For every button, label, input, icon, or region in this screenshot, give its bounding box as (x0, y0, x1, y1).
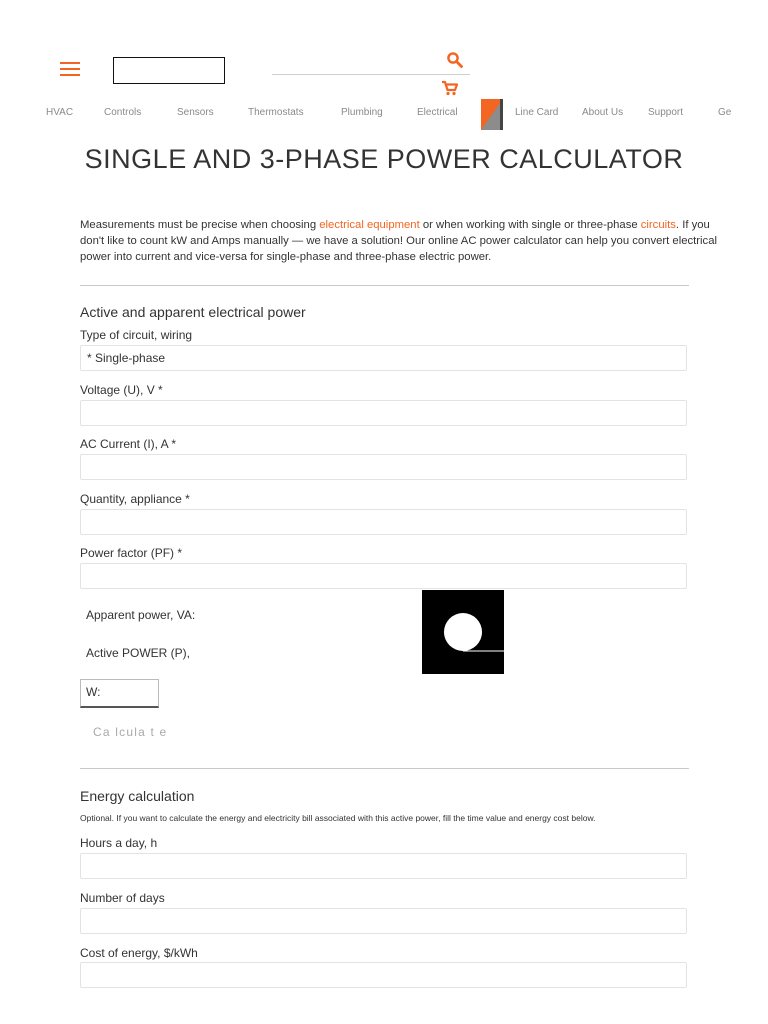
watts-label: W: (86, 685, 101, 699)
power-factor-input[interactable] (80, 563, 687, 589)
nav-item-thermostats[interactable]: Thermostats (248, 107, 304, 118)
current-input[interactable] (80, 454, 687, 480)
cart-icon[interactable] (441, 80, 459, 96)
voltage-label: Voltage (U), V * (80, 383, 163, 397)
nav-item-plumbing[interactable]: Plumbing (341, 107, 383, 118)
divider (80, 285, 689, 286)
nav-item-controls[interactable]: Controls (104, 107, 142, 118)
intro-paragraph (80, 217, 720, 265)
nav-item-sensors[interactable]: Sensors (177, 107, 214, 118)
power-section-title: Active and apparent electrical power (80, 304, 306, 320)
nav-item-hvac[interactable]: HVAC (46, 107, 74, 118)
nav-item-ge[interactable]: Ge (718, 107, 732, 118)
power-factor-label: Power factor (PF) * (80, 546, 183, 560)
nav-item-about-us[interactable]: About Us (582, 107, 624, 118)
energy-cost-label: Cost of energy, $/kWh (80, 946, 198, 960)
intro-text: . If you don't like to count kW and Amps manually — we have a solution! Our online AC power calculator can help you convert electrical power into current and vice-versa for single-phase and three-phase electric power. (80, 219, 717, 263)
hours-input[interactable] (80, 853, 687, 879)
energy-note: Optional. If you want to calculate the energy and electricity bill associated with this active power, fill the time value and energy cost below. (80, 813, 596, 823)
page-title: SINGLE AND 3-PHASE POWER CALCULATOR (84, 144, 684, 174)
voltage-input[interactable] (80, 400, 687, 426)
quantity-label: Quantity, appliance * (80, 492, 190, 506)
circle-badge-image (422, 590, 504, 674)
menu-icon[interactable] (60, 62, 80, 78)
nav-item-support[interactable]: Support (648, 107, 684, 118)
intro-text: Measurements must be precise when choosing (80, 219, 320, 231)
current-label: AC Current (I), A * (80, 437, 177, 451)
brand-badge-icon (481, 99, 503, 130)
circuits-link[interactable]: circuits (640, 219, 676, 231)
search-input[interactable] (272, 74, 470, 75)
search-icon[interactable] (446, 51, 464, 69)
intro-text: or when working with single or three-phase (419, 219, 641, 231)
circuit-type-value: * Single-phase (87, 351, 166, 365)
quantity-input[interactable] (80, 509, 687, 535)
nav-item-line-card[interactable]: Line Card (515, 107, 559, 118)
energy-cost-input[interactable] (80, 962, 687, 988)
logo[interactable] (113, 57, 225, 84)
energy-section-title: Energy calculation (80, 788, 195, 804)
days-label: Number of days (80, 891, 165, 905)
days-input[interactable] (80, 908, 687, 934)
watts-output (80, 679, 159, 708)
calculate-button[interactable]: Ca lcula t e (93, 725, 168, 739)
nav-item-electrical[interactable]: Electrical (417, 107, 458, 118)
hours-label: Hours a day, h (80, 836, 158, 850)
active-power-label: Active POWER (P), (86, 646, 191, 660)
circuit-type-select[interactable] (80, 345, 687, 371)
apparent-power-label: Apparent power, VA: (86, 608, 196, 622)
electrical-equipment-link[interactable]: electrical equipment (319, 219, 420, 231)
divider (80, 768, 689, 769)
circuit-type-label: Type of circuit, wiring (80, 328, 193, 342)
